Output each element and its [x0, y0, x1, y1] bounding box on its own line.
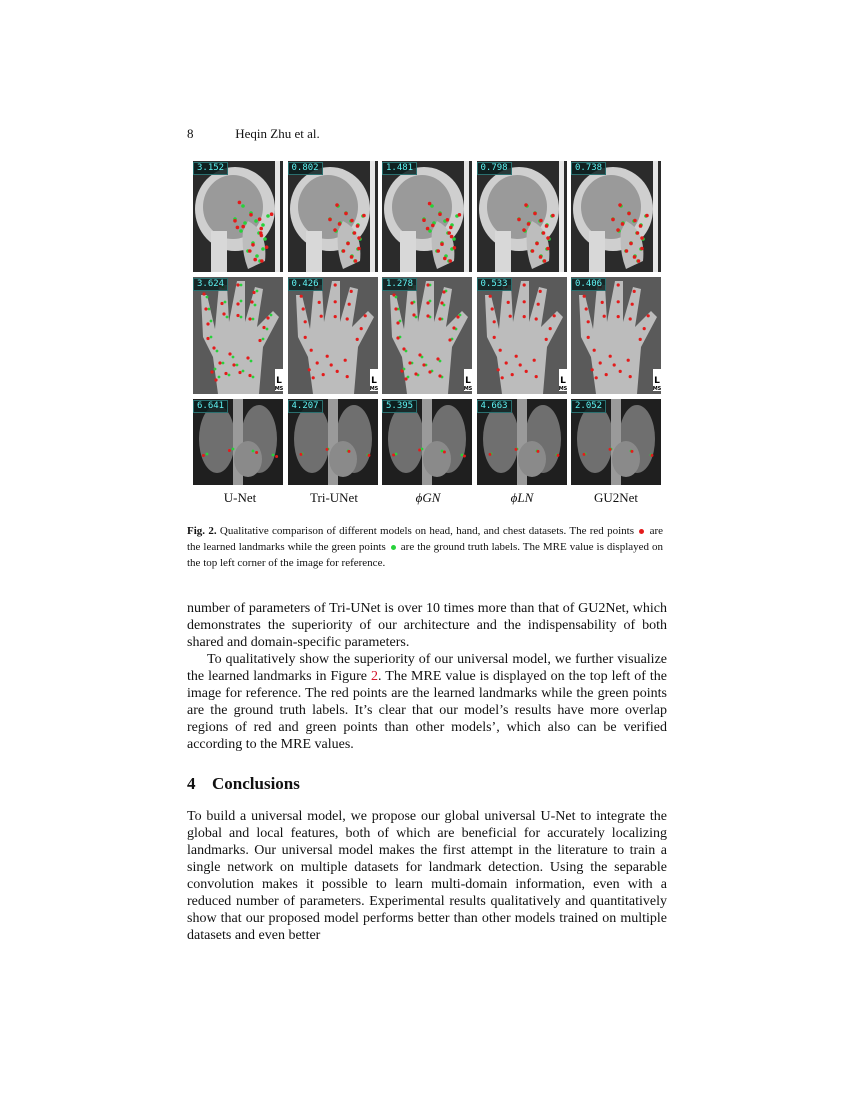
figure-2 [193, 161, 663, 506]
hand-xray-image [193, 277, 283, 394]
section-number: 4 [187, 774, 196, 793]
caption-label: Fig. 2. [187, 525, 217, 537]
model-labels [193, 490, 663, 506]
hand-side-marker-sub: MS [463, 386, 472, 392]
red-point-icon [639, 529, 644, 534]
figure-row-chest [193, 399, 663, 485]
hand-panel [288, 277, 378, 394]
mre-value-label: 0.738 [571, 162, 606, 175]
chest-panel [571, 399, 661, 485]
hand-side-marker: L [465, 376, 471, 386]
hand-side-marker: L [276, 376, 282, 386]
model-label-tri-unet: Tri-UNet [310, 490, 358, 505]
mre-value-label: 0.798 [477, 162, 512, 175]
head-panel [382, 161, 472, 272]
paragraph-conclusions: To build a universal model, we propose our global universal U-Net to integrate the global and local features, both of which are beneficial for accurately localizing landmarks. Our universal model makes the first attempt in the literature to train a single network on multiple datasets for landmark detection. Using the separable convolution makes it possible to learn multi-domain information, even with a reduced number of parameters. Experimental results qualitatively and quantitatively show that our proposed model performs better than other models trained on multiple datasets and even better [187, 809, 667, 943]
paragraph-visualization-text-2: . The MRE value is displayed on the top left of the image for reference. The red points are the learned landmarks while the green points are the ground truth labels. It’s clear that our model’s results have more overlap regions of red and green points than other models’, which also can be verified according to the MRE values. [187, 669, 668, 752]
mre-value-label: 2.052 [571, 400, 606, 413]
mre-value-label: 1.481 [382, 162, 417, 175]
section-title: Conclusions [212, 774, 300, 793]
chest-panel [477, 399, 567, 485]
running-authors: Heqin Zhu et al. [235, 126, 320, 141]
caption-text-2: are the learned landmarks while the green points [187, 525, 664, 553]
hand-side-marker-sub: MS [369, 386, 378, 392]
hand-xray-image [477, 277, 567, 394]
mre-value-label: 5.395 [382, 400, 417, 413]
head-xray-image [571, 161, 661, 272]
hand-panel [382, 277, 472, 394]
paragraph-visualization-text-1: To qualitatively show the superiority of our universal model, we further visualize the learned landmarks in Figure [187, 652, 667, 684]
hand-xray-image [288, 277, 378, 394]
model-label-gu2net: GU2Net [593, 490, 639, 505]
hand-xray-image [382, 277, 472, 394]
figure-caption [187, 523, 663, 571]
hand-side-marker: L [559, 376, 566, 386]
model-label-phi-ln: ϕLN [510, 490, 534, 505]
page-number: 8 [187, 126, 194, 141]
model-label-unet: U-Net [223, 490, 257, 505]
head-panel [571, 161, 661, 272]
mre-value-label: 0.426 [288, 278, 323, 291]
caption-text-1: Qualitative comparison of different models on head, hand, and chest datasets. The red points [219, 525, 634, 537]
head-xray-image [193, 161, 283, 272]
hand-side-marker-sub: MS [274, 386, 283, 392]
body-section-results [187, 600, 667, 753]
caption-text-3: are the ground truth labels. The MRE value is displayed on the top left corner of the image for reference. [187, 541, 664, 569]
hand-xray-image [571, 277, 661, 394]
head-panel [288, 161, 378, 272]
mre-value-label: 3.152 [193, 162, 228, 175]
figure-row-head [193, 161, 663, 272]
mre-value-label: 0.802 [288, 162, 323, 175]
mre-value-label: 3.624 [193, 278, 228, 291]
figure-reference-link[interactable]: 2 [371, 669, 379, 684]
model-label-phi-gn: ϕGN [415, 490, 441, 505]
chest-panel [288, 399, 378, 485]
hand-panel [193, 277, 283, 394]
mre-value-label: 4.207 [288, 400, 323, 413]
head-panel [193, 161, 283, 272]
page-header [187, 126, 320, 142]
head-panel [477, 161, 567, 272]
hand-side-marker: L [654, 376, 660, 386]
head-xray-image [382, 161, 472, 272]
section-heading [187, 774, 300, 794]
head-xray-image [288, 161, 378, 272]
paragraph-parameters: number of parameters of Tri-UNet is over 10 times more than that of GU2Net, which demonstrates the superiority of our architecture and the indispensability of both shared and domain-specific parameters. [187, 601, 667, 650]
mre-value-label: 0.533 [477, 278, 512, 291]
green-point-icon [391, 545, 396, 550]
hand-panel [571, 277, 661, 394]
hand-side-marker: L [370, 376, 377, 386]
body-section-conclusions [187, 808, 667, 944]
chest-panel [382, 399, 472, 485]
hand-panel [477, 277, 567, 394]
chest-panel [193, 399, 283, 485]
hand-side-marker-sub: MS [558, 386, 567, 392]
head-xray-image [477, 161, 567, 272]
hand-side-marker-sub: MS [652, 386, 661, 392]
mre-value-label: 4.663 [477, 400, 512, 413]
mre-value-label: 0.406 [571, 278, 606, 291]
figure-row-hand [193, 277, 663, 394]
mre-value-label: 1.278 [382, 278, 417, 291]
mre-value-label: 6.641 [193, 400, 228, 413]
paragraph-visualization [187, 651, 667, 753]
